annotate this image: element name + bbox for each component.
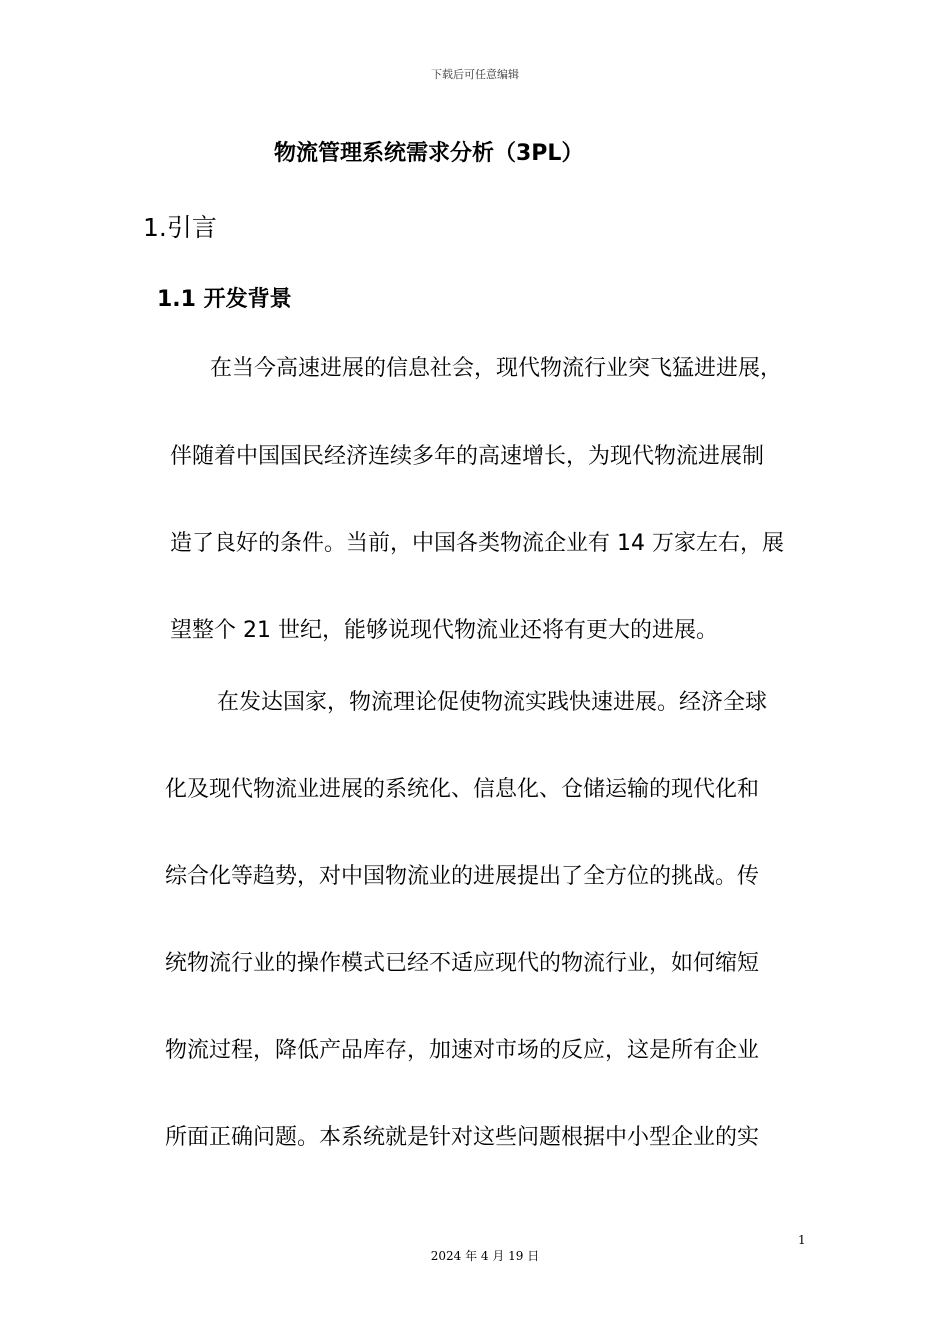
paragraph-line: 造了良好的条件。当前，中国各类物流企业有 14 万家左右，展 bbox=[170, 531, 784, 556]
header-note: 下载后可任意编辑 bbox=[431, 68, 519, 81]
paragraph-line: 伴随着中国国民经济连续多年的高速增长，为现代物流进展制 bbox=[170, 444, 765, 469]
paragraph-line: 物流过程，降低产品库存，加速对市场的反应，这是所有企业 bbox=[165, 1038, 760, 1063]
paragraph-line: 综合化等趋势，对中国物流业的进展提出了全方位的挑战。传 bbox=[165, 864, 760, 889]
paragraph-line: 统物流行业的操作模式已经不适应现代的物流行业，如何缩短 bbox=[165, 951, 760, 976]
document-title: 物流管理系统需求分析（3PL） bbox=[274, 141, 584, 166]
paragraph-line: 在发达国家，物流理论促使物流实践快速进展。经济全球 bbox=[217, 690, 768, 715]
paragraph-line: 所面正确问题。本系统就是针对这些问题根据中小型企业的实 bbox=[165, 1125, 760, 1150]
paragraph-line: 化及现代物流业进展的系统化、信息化、仓储运输的现代化和 bbox=[165, 777, 760, 802]
paragraph-line: 在当今高速进展的信息社会，现代物流行业突飞猛进进展， bbox=[210, 356, 783, 381]
page-number: 1 bbox=[798, 1233, 806, 1247]
section-heading-introduction: 1.引言 bbox=[143, 213, 217, 242]
footer-date: 2024 年 4 月 19 日 bbox=[430, 1249, 540, 1263]
paragraph-line: 望整个 21 世纪，能够说现代物流业还将有更大的进展。 bbox=[170, 618, 718, 643]
subsection-heading-background: 1.1 开发背景 bbox=[157, 287, 292, 312]
